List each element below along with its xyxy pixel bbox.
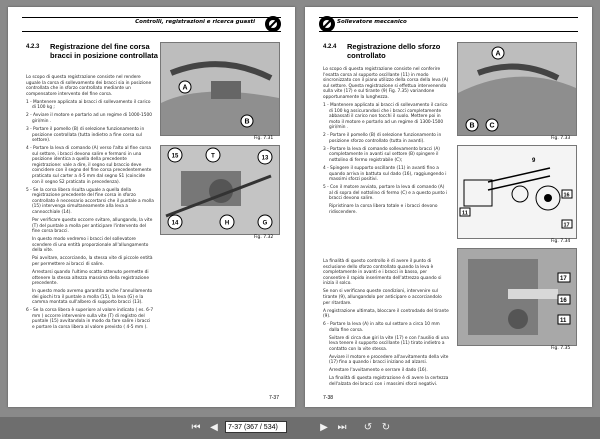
paragraph: In questo modo avremo garantito anche l'annullamento dei giochi tra il puntale a molla (15), la leva (G) e la camma montata sull'albero di supporto bracci (13).	[32, 289, 153, 306]
back-view-button[interactable]: ↺	[363, 422, 373, 433]
callout-g: G	[262, 220, 268, 227]
paragraph: A registrazione ultimata, bloccare il controdado del tirante (9).	[323, 308, 449, 320]
step-item: 5 - Se la corsa libera risulta uguale a quella della registrazione precedente del fine corsa in sforzo controllato è necessario accertarsi che il puntale a molla (15) intervenga simultaneamente alla leva a cannocchiale (14).	[26, 187, 154, 216]
previous-page-button[interactable]: ◀	[210, 422, 218, 433]
forward-view-button[interactable]: ↻	[381, 422, 391, 433]
callout-15: 15	[171, 153, 179, 160]
paragraph: La finalità di questo controllo è di avere il punto di esclusione dello sforzo controllato quando la leva è completamente in avanti e i bracci in basso, per consentire il rapido inserimento dell'attrezzo quando si inizia il solco.	[323, 259, 442, 287]
callout-h: H	[224, 220, 230, 227]
linkage-diagram	[458, 146, 576, 238]
right-page	[305, 7, 592, 407]
callout-17: 17	[563, 222, 570, 229]
step-item: 4 - Portare la leva di comando (A) verso l'alto al fine corsa sul settore, i bracci devono salire e fermarsi in una posizione identica a quella della precedente registrazione: vale a dire, il segno sul braccio deve coincidere con il segno del fine corsa precedentemente praticato sul carter a 4-5 mm dal segno S1 (coincide con il segno S2 praticato in precedenza).	[26, 146, 152, 185]
callout-b: B	[469, 122, 475, 130]
step-item: 6 - Portare la leva (A) in alto sul settore a circa 10 mm dalla fine corsa.	[323, 322, 440, 333]
paragraph: Ripristinare la corsa libera totale e i bracci devono ridiscendere.	[329, 204, 438, 215]
callout-14: 14	[171, 220, 179, 227]
callout-13: 13	[261, 155, 269, 162]
callout-17: 17	[560, 276, 567, 282]
brand-logo	[265, 16, 281, 32]
figure-7-31	[160, 42, 280, 136]
figure-7-34	[457, 145, 577, 239]
left-text-column	[26, 75, 154, 333]
paragraph: Svitare di circa due giri la vite (17) e con l'ausilio di una leva tenere il supporto oscillante (11) tirato indietro a contatto con la vite stessa.	[329, 335, 449, 352]
right-text-column-1	[323, 67, 449, 218]
callout-11: 11	[560, 318, 567, 324]
step-item: 2 - Avviare il motore e portarlo ad un regime di 1000-1500 giri/min .	[26, 113, 152, 124]
brand-logo	[319, 16, 335, 32]
header-title: Sollevatore meccanico	[337, 19, 407, 25]
callout-16: 16	[563, 192, 570, 199]
page-number: 7-38	[323, 395, 334, 401]
figure-7-33	[457, 42, 577, 136]
section-number: 4.2.4	[323, 44, 337, 50]
paragraph: Arrestare l'avvitamento e serrare il dado (16).	[329, 368, 428, 374]
lever-photo-illustration	[161, 43, 279, 135]
callout-c: C	[489, 122, 495, 130]
callout-a: A	[182, 84, 188, 92]
step-item: 4 - Spingere il supporto oscillante (11) in avanti fino a quando arriva in battuta sul dado (16), raggiungendo i massimi sforzi positivi.	[323, 166, 447, 183]
figure-caption: Fig. 7.32	[254, 235, 274, 240]
step-item: 3 - Portare la leva di comando sollevamento bracci (A) completamente in avanti sul settore (B) spingere il nottolino di fermo registrabile (C);	[323, 146, 440, 164]
paragraph: Per verificare questo occorre svitare, allungando, la vite (T) del puntale a molla per anticipare l'intervento del fine corsa bracci.	[32, 218, 153, 235]
figure-caption: Fig. 7.33	[551, 136, 571, 141]
callout-b: B	[244, 118, 250, 126]
section-title: Registrazione del fine corsa bracci in posizione controllata	[50, 42, 158, 60]
paragraph: Poi avvitare, accorciando, la stessa vite di piccole entità per permettere ai bracci di salire.	[32, 256, 153, 267]
paragraph: Se non si verificano queste condizioni, intervenire sul tirante (9), allungandolo per anticipare o accorciandolo per ritardare.	[323, 289, 442, 306]
header-title: Controlli, registrazioni e ricerca guasti	[135, 19, 255, 25]
callout-11: 11	[462, 210, 468, 217]
next-page-button[interactable]: ▶	[320, 422, 328, 433]
figure-caption: Fig. 7.34	[551, 239, 571, 244]
callout-16: 16	[560, 298, 567, 304]
callout-9: 9	[532, 158, 536, 164]
figure-caption: Fig. 7.35	[551, 346, 571, 351]
linkage-photo-illustration	[161, 146, 279, 234]
control-panel-photo-illustration	[458, 43, 576, 135]
paragraph: Arrestarsi quando l'ultimo scatto ottenuto permette di ottenere la stessa altezza massima della registrazione precedente.	[32, 269, 150, 287]
page-header	[22, 17, 281, 32]
first-page-button[interactable]: ⏮	[191, 422, 201, 433]
section-number: 4.2.3	[26, 44, 40, 50]
paragraph: Avviare il motore e procedere all'avvitamento della vite (17) fino a quando i bracci iniziano ad alzarsi.	[329, 354, 449, 366]
step-item: 3 - Portare il pomello (B) di selezione funzionamento in posizione controllata (tutta indietro a fine corsa sul settore).	[26, 126, 145, 144]
step-item: 2 - Portare il pomello (B) di selezione funzionamento in posizione sforzo controllato (tutta in avanti).	[323, 133, 442, 144]
step-item: 1 - Mantenere applicato ai bracci di sollevamento il carico di 100 kg assicurandosi che i bracci completamente abbassati il carico non tocchi il suolo. Mettere poi in moto il motore e portarlo ad un regime di 1300-1500 giri/min .	[323, 102, 448, 131]
page-number: 7-37	[268, 395, 279, 401]
last-page-button[interactable]: ⏭	[337, 422, 347, 433]
page-number-field[interactable]: 7-37 (367 / 534)	[225, 421, 287, 433]
right-text-column-2	[323, 259, 449, 390]
left-page	[8, 7, 295, 407]
figure-7-35	[457, 248, 577, 346]
step-item: 5 - Con il motore avviato, portare la leva di comando (A) al di sopra del nottolino di fermo (C) e a questo punto i bracci devono salire.	[323, 185, 448, 202]
callout-a: A	[495, 50, 501, 58]
paragraph: Lo scopo di questa registrazione consiste nel conferire l'esatta corsa al supporto oscillante (11) in modo sincronizzato con il piano utilizzo della corsa della leva (A) sul settore. Questa registrazione si effettua intervenendo sulla vite (17) e sul tirante (9) Fig. 7.35) variandone opportunamente la lunghezza.	[323, 67, 449, 100]
figure-caption: Fig. 7.31	[254, 136, 274, 141]
callout-t: T	[211, 153, 215, 160]
figure-7-32	[160, 145, 280, 235]
viewer-toolbar	[0, 417, 600, 439]
page-header	[319, 17, 578, 32]
section-title: Registrazione dello sforzo controllato	[347, 42, 441, 60]
adjustment-photo-illustration	[458, 249, 576, 345]
paragraph: In questo modo vedremo i bracci del sollevatore scendere di una entità proporzionale all'allungamento della vite.	[32, 237, 149, 254]
step-item: 6 - Se la corsa libera è superiore al valore indicato ( es. 6-7 mm ) occorre intervenire sulla vite (T) di registro del puntale (15) avvitandola in modo da fare salire i bracci e portare la corsa libera al valore previsto ( 4-5 mm ).	[26, 308, 154, 331]
paragraph: Lo scopo di questa registrazione consiste nel rendere uguale la corsa di sollevamento dei bracci sia in posizione controllata che in sforzo controllato mediante un compensatore intervento del fine corsa.	[26, 75, 152, 97]
step-item: 1 - Mantenere applicato ai bracci di sollevamento il carico di 100 kg ;	[26, 99, 151, 111]
paragraph: La finalità di questa registrazione è di avere la certezza dell'alzata dei bracci con i massimi sforzi negativi.	[329, 376, 449, 388]
